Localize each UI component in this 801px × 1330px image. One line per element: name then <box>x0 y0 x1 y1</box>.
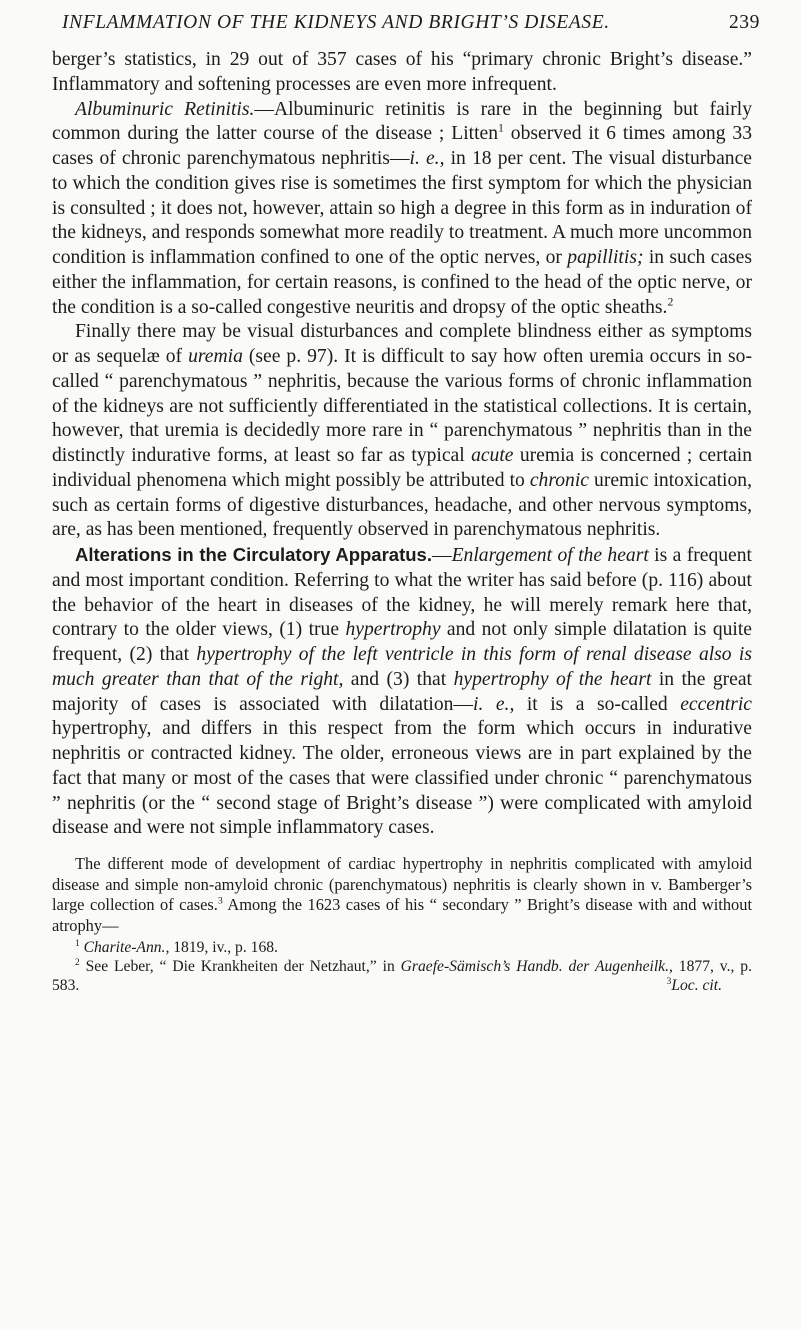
paragraph-albuminuric-retinitis <box>52 98 752 321</box>
paragraph-text: berger’s statistics, in 29 out of 357 cases of his “primary chronic Bright’s disease.” Inflammatory and softening processes are even more infrequent. <box>52 49 752 95</box>
term-acute: acute <box>471 445 514 466</box>
paragraph-continuation <box>52 48 752 98</box>
paragraph-text: uremia is concerned ; certain individual phenomena which might possibly be attributed to <box>52 445 753 491</box>
paragraph-text: in 18 per cent. The visual disturbance to which the condition gives rise is sometimes the first symptom for which the physician is consulted ; it does not, however, attain so high a degree in this form as in induration of the kidneys, and responds somewhat more readily to treatment. A much more uncommon condition is inflammation confined to one of the optic nerves, or <box>52 148 752 268</box>
main-text <box>52 48 752 841</box>
term-hypertrophy-heart: hypertrophy of the heart <box>453 668 652 690</box>
running-title: INFLAMMATION OF THE KIDNEYS AND BRIGHT’S DISEASE. <box>62 12 610 33</box>
footnote-journal: Charite-Ann., <box>83 939 170 956</box>
paragraph-text: hypertrophy, and differs in this respect from the form which occurs in indurative nephritis or contracted kidney. The older, erroneous views are in part explained by the fact that many or most of the cases that were classified under chronic “ parenchymatous ” nephritis (or the “ second stage of Bright’s disease ”) were complicated with amyloid disease and were not simple inflammatory cases. <box>52 718 752 839</box>
paragraph-text: — <box>431 545 452 566</box>
section-heading-circulatory: Alterations in the Circulatory Apparatus. <box>75 544 432 565</box>
paragraph-uremia <box>52 320 752 543</box>
paragraph-text: and (3) that <box>343 668 454 690</box>
abbrev-ie: i. e., <box>473 693 515 715</box>
paragraph-text: —Albuminuric retinitis is rare in the beginning but fairly common during the latter course of the disease ; Litten <box>52 98 752 145</box>
paragraph-text: The different mode of development of cardiac hypertrophy in nephritis complicated with amyloid disease and simple non-amyloid chronic (parenchymatous) nephritis is clearly shown in v. Bamberger’s large collection of cases. <box>52 854 752 914</box>
page-number: 239 <box>728 12 760 33</box>
small-print-paragraph <box>52 854 752 936</box>
footnote-ref-3[interactable]: 3 <box>217 895 223 907</box>
footnote-text: 1877, v., p. 583. <box>52 958 752 994</box>
page-header <box>52 12 760 48</box>
paragraph-text: uremic intoxication, such as certain forms of digestive disturbances, headache, and other nervous symptoms, are, as has been mentioned, frequently observed in parenchymatous nephritis. <box>52 469 752 541</box>
term-uremia: uremia <box>188 346 243 367</box>
paragraph-text: observed it 6 times among 33 cases of chronic parenchymatous nephritis— <box>52 123 752 169</box>
footnote-number: 3 <box>666 976 672 987</box>
book-page <box>52 12 760 995</box>
paragraph-text: is a frequent and most important condition. Referring to what the writer has said before (p. 116) about the behavior of the heart in diseases of the kidney, he will merely remark here that, contrary to the older views, (1) true <box>52 545 752 641</box>
paragraph-text: Among the 1623 cases of his “ secondary ” Bright’s disease with and without atrophy— <box>52 895 752 935</box>
paragraph-text: Finally there may be visual disturbances and complete blindness either as symptoms or as sequelæ of <box>52 321 752 367</box>
footnote-ref-2[interactable]: 2 <box>667 294 674 308</box>
footnote-2-and-3 <box>52 957 752 995</box>
paragraph-text: in the great majority of cases is associated with dilatation— <box>52 668 752 715</box>
footnote-3 <box>644 976 722 995</box>
section-heading-albuminuric-retinitis: Albuminuric Retinitis. <box>75 98 255 120</box>
abbrev-ie: i. e., <box>409 148 445 169</box>
footnote-number: 2 <box>75 957 80 968</box>
footnote-ref-1[interactable]: 1 <box>498 121 504 135</box>
paragraph-text: and not only simple dilatation is quite frequent, (2) that <box>52 619 752 665</box>
footnote-text: Loc. cit. <box>671 977 722 994</box>
paragraph-circulatory <box>52 543 752 841</box>
footnote-text: See Leber, “ Die Krankheiten der Netzhaut,” in <box>79 958 401 975</box>
term-hypertrophy: hypertrophy <box>345 619 441 641</box>
term-chronic: chronic <box>529 469 589 491</box>
footnote-number: 1 <box>75 938 80 949</box>
term-papillitis: papillitis; <box>567 247 644 268</box>
footnote-journal: Graefe-Sämisch’s Handb. der Augenheilk., <box>400 958 673 975</box>
paragraph-text: (see p. 97). It is difficult to say how often uremia occurs in so-called “ parenchymatous ” nephritis, because the various forms of chronic inflammation of the kidneys are not sufficiently differentiated in the statistical collections. It is certain, however, that uremia is decidedly more rare in “ parenchymatous ” nephritis than in the distinctly indurative forms, at least so far as typical <box>52 346 753 466</box>
paragraph-text: it is a so-called <box>514 693 681 715</box>
footnotes <box>52 938 752 995</box>
footnote-text: 1819, iv., p. 168. <box>169 939 278 956</box>
paragraph-text: in such cases either the inflammation, for certain reasons, is confined to the head of the optic nerve, or the condition is a so-called congestive neuritis and dropsy of the optic sheaths. <box>52 247 752 318</box>
term-eccentric: eccentric <box>680 693 752 715</box>
term-left-ventricle: hypertrophy of the left ventricle in this form of renal disease also is much greater than that of the right, <box>52 644 753 690</box>
footnote-1 <box>52 938 752 957</box>
term-enlargement: Enlargement of the heart <box>451 545 649 566</box>
